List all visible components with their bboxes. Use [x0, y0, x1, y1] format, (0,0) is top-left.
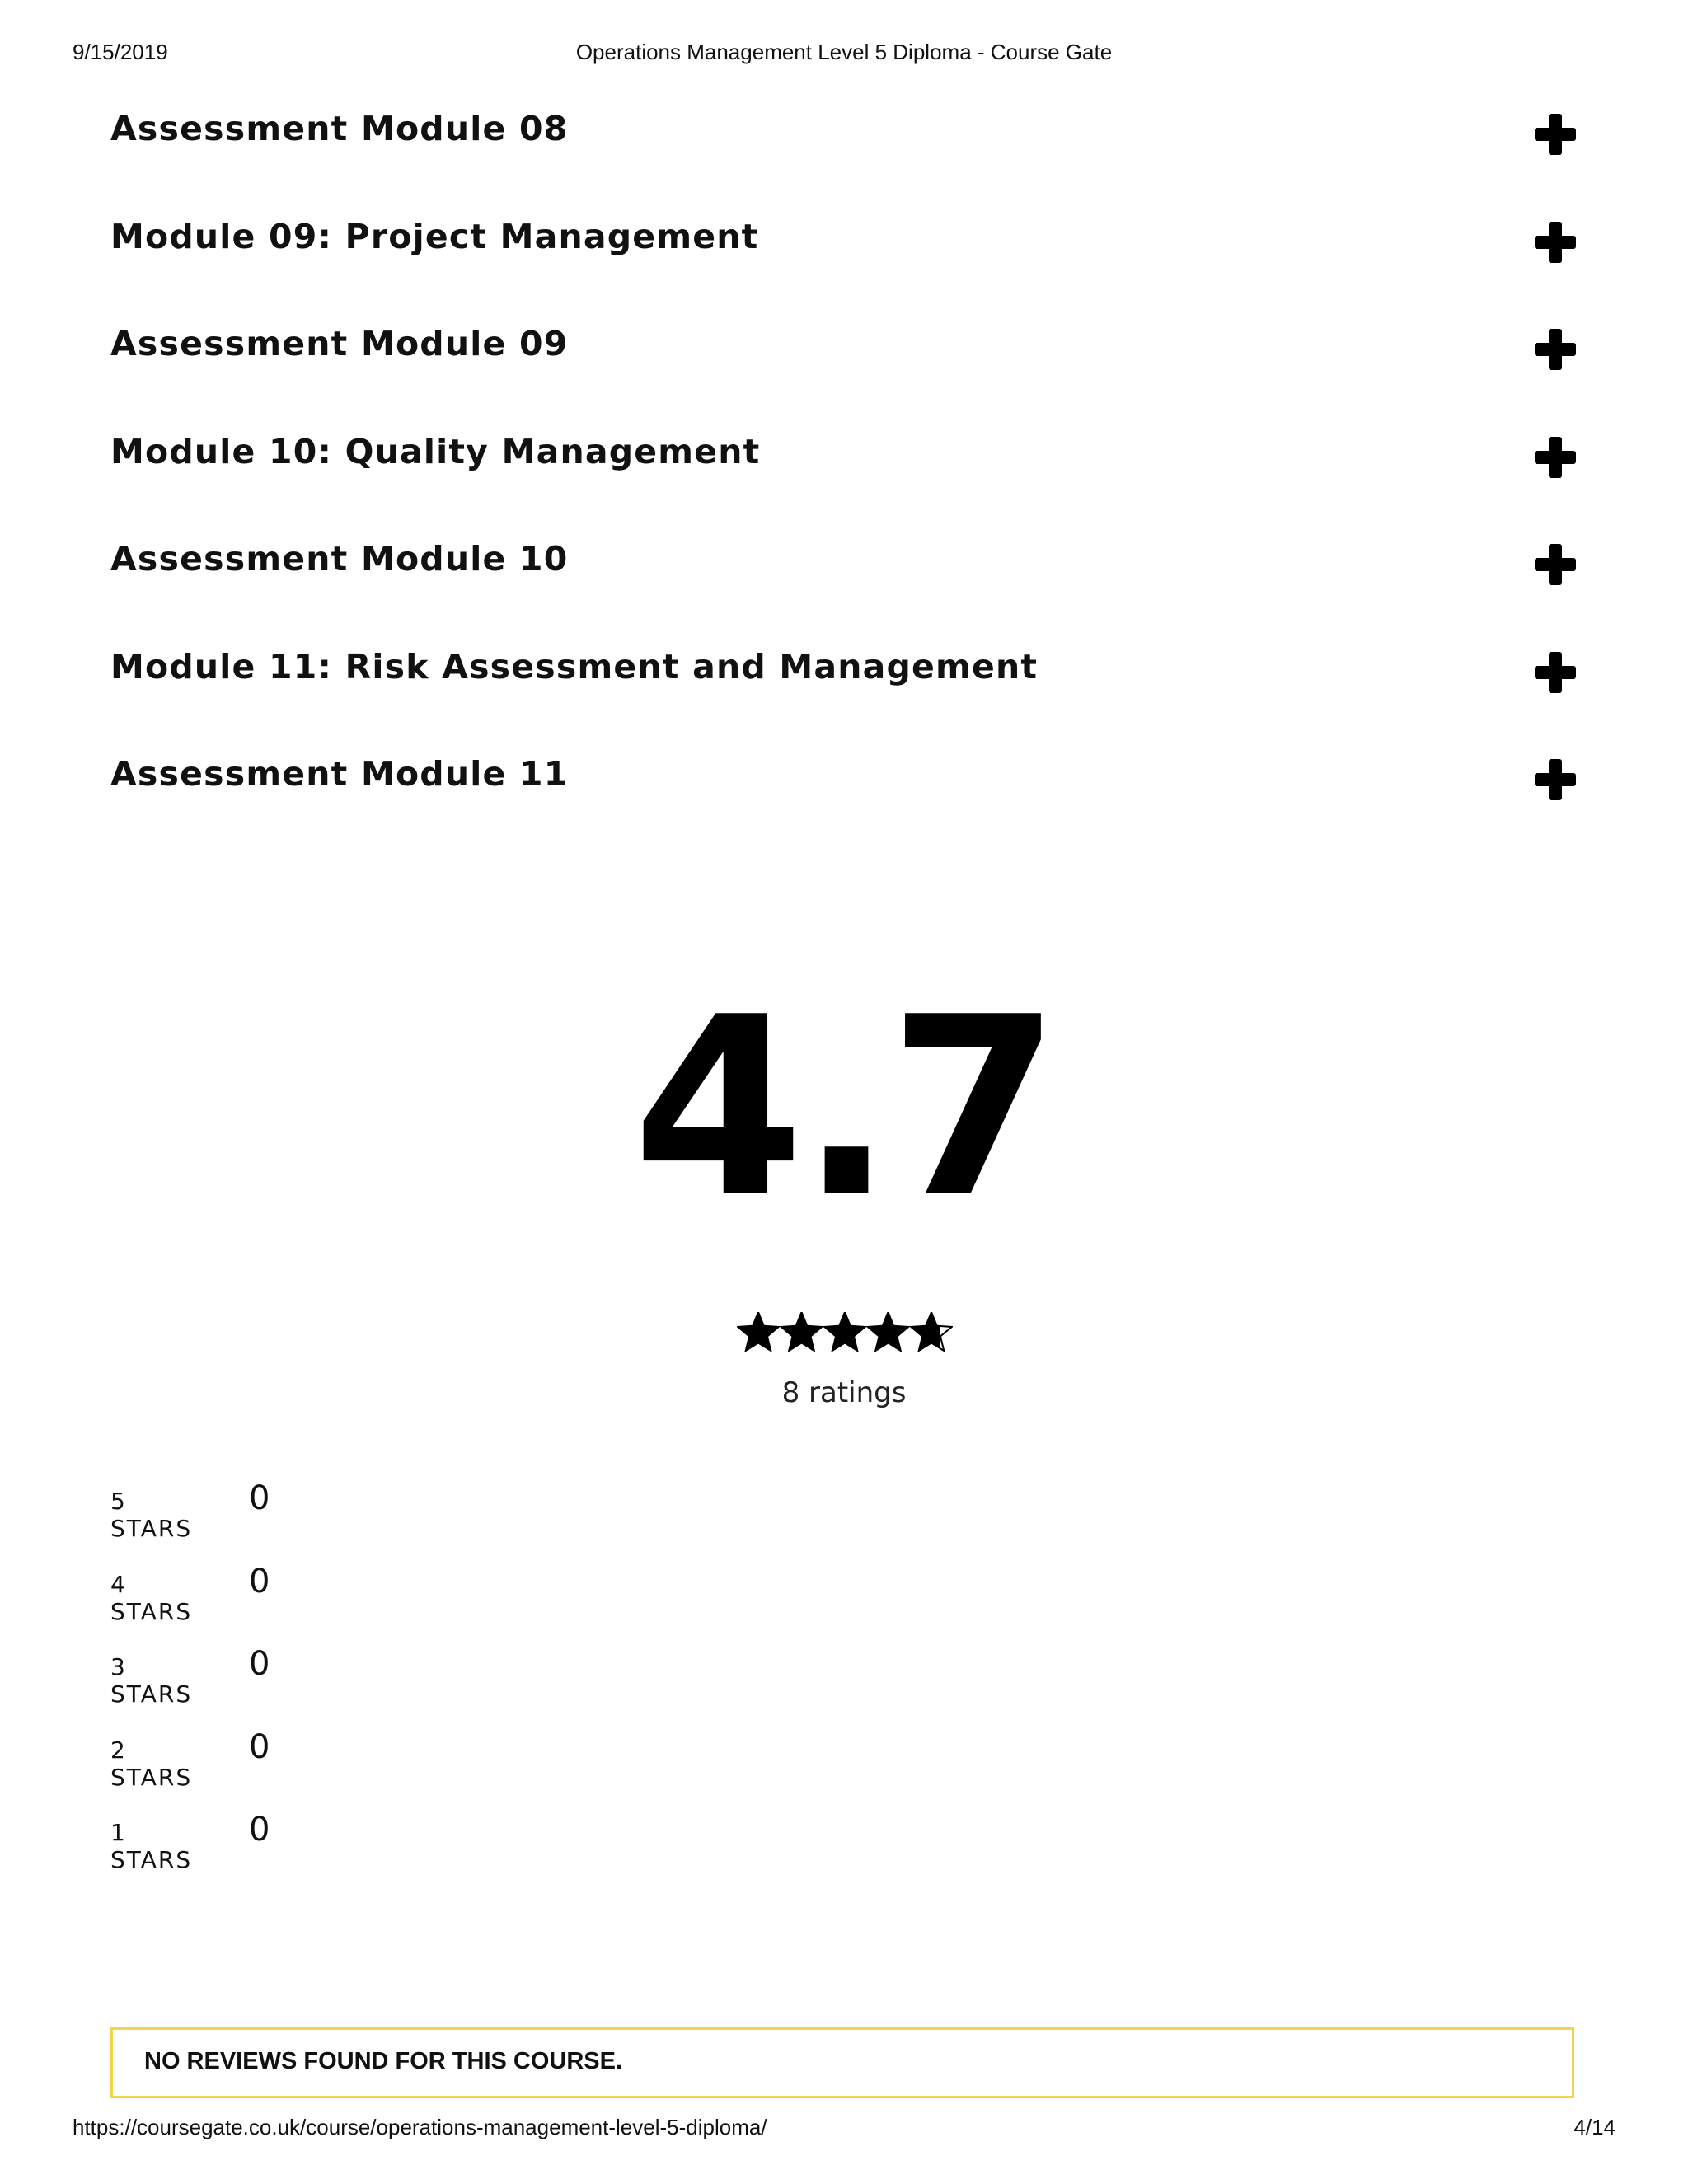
curriculum-accordion: [110, 82, 1582, 836]
star-rating: [737, 1312, 953, 1355]
plus-icon[interactable]: [1535, 222, 1576, 263]
accordion-item-label: Module 09: Project Management: [110, 216, 759, 256]
breakdown-count: 0: [249, 1811, 270, 1849]
average-rating: 4.7: [632, 964, 1056, 1252]
accordion-item-module-10[interactable]: [110, 405, 1582, 513]
accordion-item-module-11[interactable]: [110, 621, 1582, 729]
print-page-title: Operations Management Level 5 Diploma - Course Gate: [575, 40, 1113, 64]
print-footer: [73, 2115, 1615, 2143]
accordion-item-label: Assessment Module 08: [110, 109, 569, 148]
accordion-item-module-09[interactable]: [110, 190, 1582, 298]
no-reviews-message: NO REVIEWS FOUND FOR THIS COURSE.: [144, 2048, 623, 2074]
plus-icon[interactable]: [1535, 114, 1576, 155]
accordion-item-label: Module 11: Risk Assessment and Management: [110, 646, 1039, 687]
plus-icon[interactable]: [1535, 437, 1576, 478]
star-icon: [868, 1312, 908, 1351]
print-page-number: 4/14: [1573, 2115, 1615, 2139]
accordion-item-label: Assessment Module 11: [110, 754, 569, 794]
breakdown-label: 3 STARS: [110, 1653, 193, 1708]
breakdown-count: 0: [249, 1562, 270, 1601]
accordion-item-label: Assessment Module 10: [110, 539, 569, 579]
ratings-count: 8 ratings: [781, 1376, 907, 1409]
accordion-item-label: Module 10: Quality Management: [110, 431, 761, 471]
accordion-item-assessment-module-09[interactable]: [110, 298, 1582, 405]
plus-icon[interactable]: [1535, 544, 1576, 585]
no-reviews-notice: [110, 2027, 1574, 2098]
plus-icon[interactable]: [1535, 652, 1576, 693]
star-icon: [738, 1312, 778, 1351]
breakdown-count: 0: [249, 1479, 270, 1517]
breakdown-count: 0: [249, 1645, 270, 1683]
breakdown-label: 2 STARS: [110, 1736, 193, 1791]
accordion-item-label: Assessment Module 09: [110, 324, 569, 363]
breakdown-label: 5 STARS: [110, 1488, 193, 1542]
print-url: https://coursegate.co.uk/course/operations-management-level-5-diploma/: [73, 2115, 767, 2139]
plus-icon[interactable]: [1535, 759, 1576, 800]
plus-icon[interactable]: [1535, 329, 1576, 370]
accordion-item-assessment-module-11[interactable]: [110, 728, 1582, 836]
print-header: [73, 40, 1615, 68]
print-date: 9/15/2019: [73, 40, 168, 64]
accordion-item-assessment-module-08[interactable]: [110, 82, 1582, 190]
breakdown-label: 1 STARS: [110, 1819, 193, 1873]
breakdown-label: 4 STARS: [110, 1570, 193, 1625]
breakdown-count: 0: [249, 1727, 270, 1766]
accordion-item-assessment-module-10[interactable]: [110, 513, 1582, 621]
star-icon: [824, 1312, 865, 1351]
star-icon: [781, 1312, 822, 1351]
star-rating-graphic: [737, 1312, 953, 1355]
